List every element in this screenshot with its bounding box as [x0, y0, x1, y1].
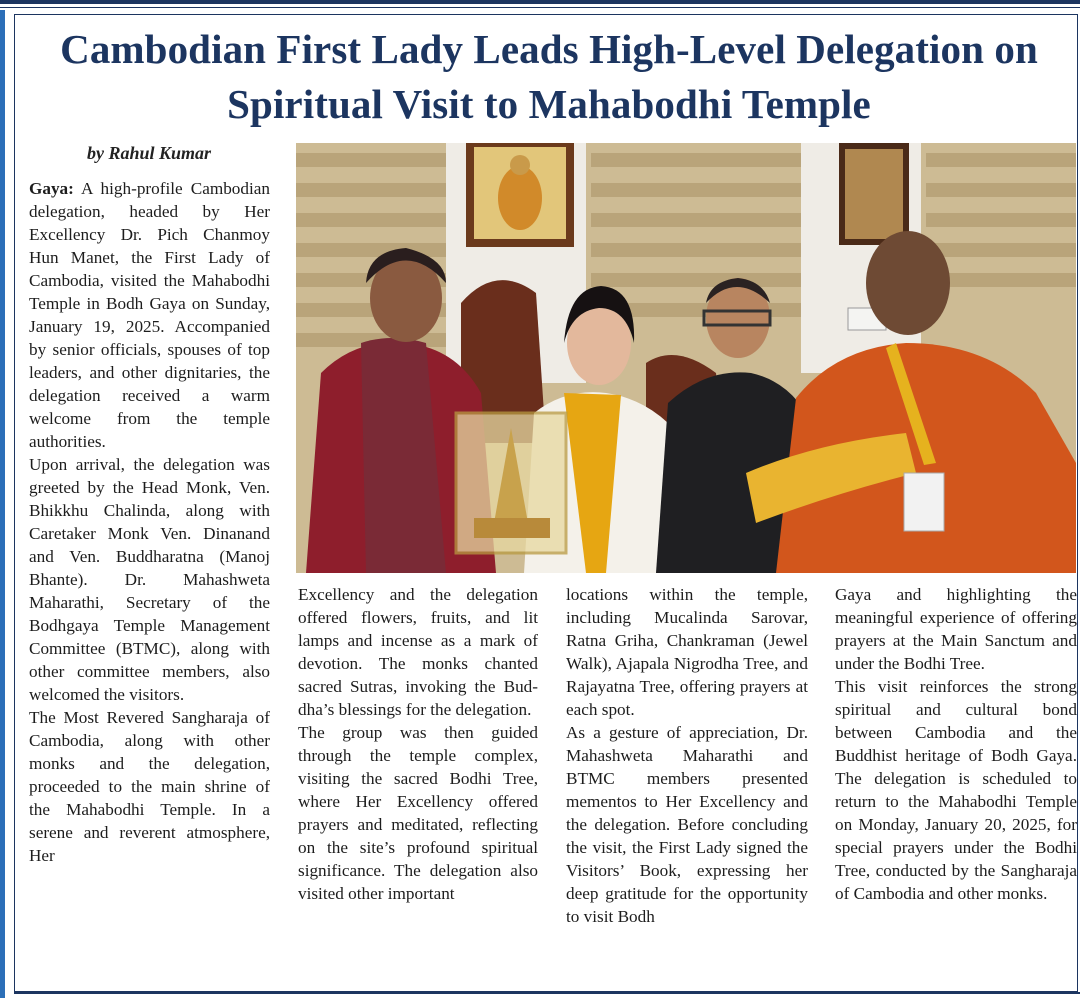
paragraph: As a gesture of appreciation, Dr. Mahashweta Maharathi and BTMC members presented mementos to Her Excellency and the delegation. Before concluding the visit, the First Lady signed the Visitors’ Book, expressing her deep gratitude for the opportunity to visit Bodh — [566, 723, 808, 926]
dateline: Gaya: — [29, 179, 74, 198]
lead-paragraph — [29, 177, 270, 453]
article-photo — [296, 143, 1076, 573]
paragraph: locations within the temple, including Mucalinda Sarovar, Ratna Griha, Chankraman (Jewel Walk), Ajapala Nigrodha Tree, and Rajayatna Tree, offering prayers at each spot. — [566, 585, 808, 719]
paragraph: Gaya and highlighting the meaningful experience of offering prayers at the Main Sanctum and under the Bodhi Tree. — [835, 585, 1077, 673]
paragraph: Excellency and the delegation offered flowers, fruits, and lit lamps and incense as a mark of devotion. The monks chanted sacred Sutras, invoking the Buddha’s blessings for the delegation. — [298, 585, 538, 719]
column-2 — [298, 583, 538, 905]
top-thin-rule — [0, 7, 1080, 8]
paragraph: The Most Revered Sangharaja of Cambodia, along with other monks and the delegation, proceeded to the main shrine of the Mahabodhi Temple. In a serene and reverent atmosphere, Her — [29, 708, 270, 865]
paragraph: Upon arrival, the delegation was greeted by the Head Monk, Ven. Bhikkhu Chalinda, along with Caretaker Monk Ven. Dinanand and Ven. Buddharatna (Manoj Bhante). Dr. Mahashweta Maharathi, Secretary of the Bodhgaya Temple Management Committee (BTMC), along with other committee members, also welcomed the visitors. — [29, 455, 270, 704]
headline: Cambodian First Lady Leads High-Level Delegation on Spiritual Visit to Mahabodhi Temple — [60, 26, 1038, 127]
left-accent-bar — [0, 10, 5, 998]
column-3 — [566, 583, 808, 928]
bottom-rule — [14, 992, 1080, 994]
top-rule — [0, 0, 1080, 4]
paragraph: This visit reinforces the strong spiritual and cultural bond between Cambodia and the Buddhist heritage of Bodh Gaya. The delegation is scheduled to return to the Mahabodhi Temple on Monday, January 20, 2025, for special prayers under the Bodhi Tree, conducted by the Sangharaja of Cambodia and other monks. — [835, 677, 1077, 903]
byline: by Rahul Kumar — [86, 143, 212, 163]
column-4 — [835, 583, 1077, 905]
paragraph: The group was then guided through the temple complex, visiting the sacred Bodhi Tree, where Her Excellency offered prayers and meditated, reflecting on the site’s profound spiritual significance. The delegation also visited other important — [298, 723, 538, 903]
delegation-photo — [296, 143, 1076, 573]
lead-text: A high-profile Cambodian delegation, headed by Her Excellency Dr. Pich Chanmoy Hun Manet, the First Lady of Cambodia, visited the Mahabodhi Temple in Bodh Gaya on Sunday, January 19, 2025. Accompanied by senior officials, spouses of top leaders, and other dignitaries, the delegation received a warm welcome from the temple authorities. — [29, 179, 270, 451]
column-1 — [29, 177, 270, 867]
